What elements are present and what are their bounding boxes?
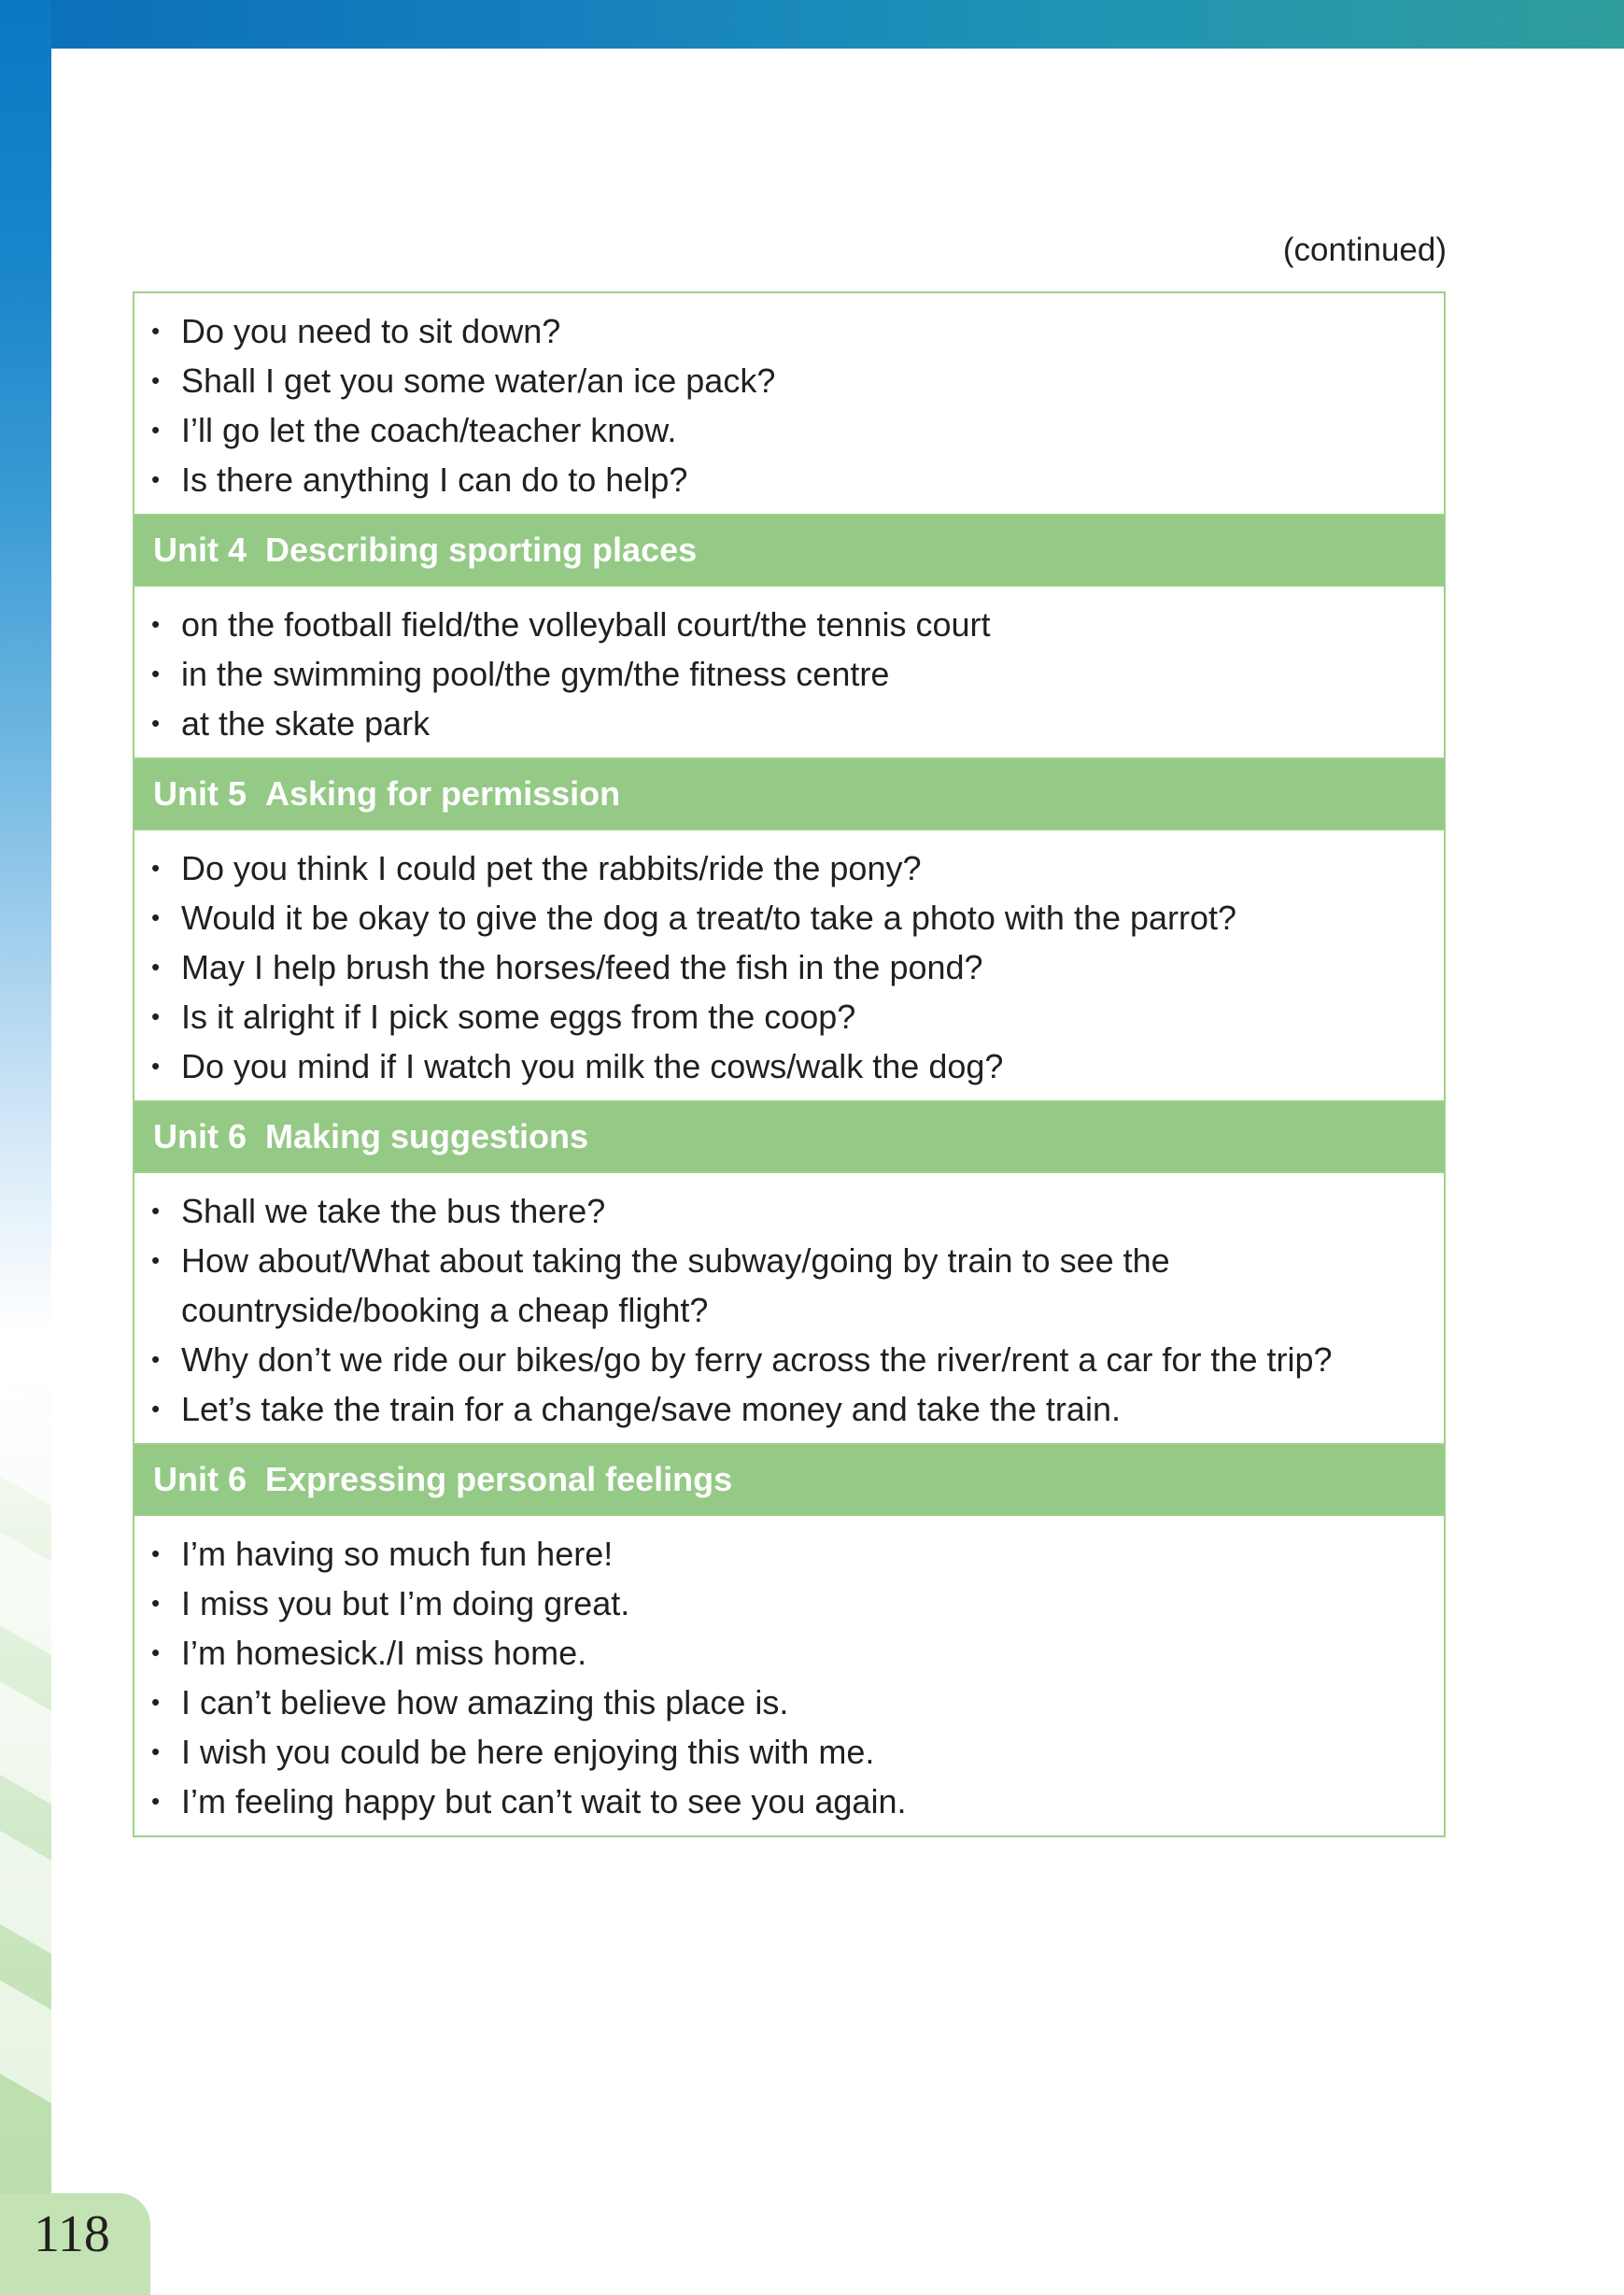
top-decorative-bar bbox=[0, 0, 1624, 49]
list-item: • on the football field/the volleyball court/the tennis court bbox=[134, 600, 1444, 649]
bullet-icon: • bbox=[151, 1589, 161, 1617]
list-item: • I can’t believe how amazing this place is. bbox=[134, 1678, 1444, 1727]
continued-label: (continued) bbox=[1282, 232, 1447, 268]
left-stripe-decoration bbox=[0, 1382, 56, 2204]
list-item: • I wish you could be here enjoying this with me. bbox=[134, 1727, 1444, 1777]
section-header-unit-4 bbox=[134, 514, 1444, 585]
bullet-icon: • bbox=[151, 1052, 161, 1080]
list-item: • I’m homesick./I miss home. bbox=[134, 1628, 1444, 1678]
list-item: • Shall we take the bus there? bbox=[134, 1186, 1444, 1236]
section-body-continued bbox=[134, 293, 1444, 514]
list-item: • I miss you but I’m doing great. bbox=[134, 1579, 1444, 1628]
bullet-icon: • bbox=[151, 903, 161, 931]
unit-number: Unit 6 bbox=[153, 1460, 247, 1498]
bullet-icon: • bbox=[151, 953, 161, 981]
list-item: • Would it be okay to give the dog a treat/to take a photo with the parrot? bbox=[134, 893, 1444, 942]
list-item: • in the swimming pool/the gym/the fitness centre bbox=[134, 649, 1444, 699]
list-item: • I’ll go let the coach/teacher know. bbox=[134, 405, 1444, 455]
bullet-icon: • bbox=[151, 659, 161, 687]
section-title: Expressing personal feelings bbox=[265, 1460, 733, 1498]
list-item: • I’m having so much fun here! bbox=[134, 1529, 1444, 1579]
list-item: • at the skate park bbox=[134, 699, 1444, 748]
section-body-unit-6-suggestions bbox=[134, 1171, 1444, 1443]
page-number: 118 bbox=[34, 2205, 110, 2263]
list-item: • Do you think I could pet the rabbits/ride the pony? bbox=[134, 843, 1444, 893]
section-title: Making suggestions bbox=[265, 1117, 589, 1155]
phrase-list bbox=[134, 1529, 1444, 1826]
bullet-icon: • bbox=[151, 317, 161, 345]
phrase-list bbox=[134, 843, 1444, 1091]
section-header-unit-6-feelings bbox=[134, 1443, 1444, 1514]
section-header-unit-5 bbox=[134, 758, 1444, 829]
bullet-icon: • bbox=[151, 366, 161, 394]
unit-number: Unit 6 bbox=[153, 1117, 247, 1155]
phrase-list bbox=[134, 1186, 1444, 1434]
bullet-icon: • bbox=[151, 709, 161, 737]
list-item: • Is it alright if I pick some eggs from the coop? bbox=[134, 992, 1444, 1041]
list-item: • Let’s take the train for a change/save money and take the train. bbox=[134, 1384, 1444, 1434]
unit-number: Unit 4 bbox=[153, 531, 247, 569]
section-body-unit-6-feelings bbox=[134, 1514, 1444, 1835]
phrase-table bbox=[133, 291, 1446, 1837]
phrase-list bbox=[134, 600, 1444, 748]
list-item: • Do you mind if I watch you milk the cows/walk the dog? bbox=[134, 1041, 1444, 1091]
list-item: • Do you need to sit down? bbox=[134, 306, 1444, 356]
bullet-icon: • bbox=[151, 416, 161, 444]
bullet-icon: • bbox=[151, 1002, 161, 1030]
bullet-icon: • bbox=[151, 1638, 161, 1666]
bullet-icon: • bbox=[151, 1737, 161, 1765]
bullet-icon: • bbox=[151, 1246, 161, 1274]
section-title: Asking for permission bbox=[265, 774, 621, 813]
list-item: • I’m feeling happy but can’t wait to see you again. bbox=[134, 1777, 1444, 1826]
section-body-unit-4 bbox=[134, 585, 1444, 758]
bullet-icon: • bbox=[151, 465, 161, 493]
list-item: • Why don’t we ride our bikes/go by ferry across the river/rent a car for the trip? bbox=[134, 1335, 1444, 1384]
bullet-icon: • bbox=[151, 1787, 161, 1815]
bullet-icon: • bbox=[151, 1345, 161, 1373]
unit-number: Unit 5 bbox=[153, 774, 247, 813]
section-body-unit-5 bbox=[134, 829, 1444, 1100]
list-item: • How about/What about taking the subway/going by train to see the countryside/booking a cheap flight? bbox=[134, 1236, 1444, 1335]
bullet-icon: • bbox=[151, 1688, 161, 1716]
list-item: • Shall I get you some water/an ice pack? bbox=[134, 356, 1444, 405]
bullet-icon: • bbox=[151, 1197, 161, 1225]
section-title: Describing sporting places bbox=[265, 531, 698, 569]
phrase-list bbox=[134, 306, 1444, 504]
bullet-icon: • bbox=[151, 854, 161, 882]
bullet-icon: • bbox=[151, 1395, 161, 1423]
section-header-unit-6-suggestions bbox=[134, 1100, 1444, 1171]
list-item: • May I help brush the horses/feed the fish in the pond? bbox=[134, 942, 1444, 992]
bullet-icon: • bbox=[151, 1539, 161, 1567]
list-item: • Is there anything I can do to help? bbox=[134, 455, 1444, 504]
bullet-icon: • bbox=[151, 610, 161, 638]
